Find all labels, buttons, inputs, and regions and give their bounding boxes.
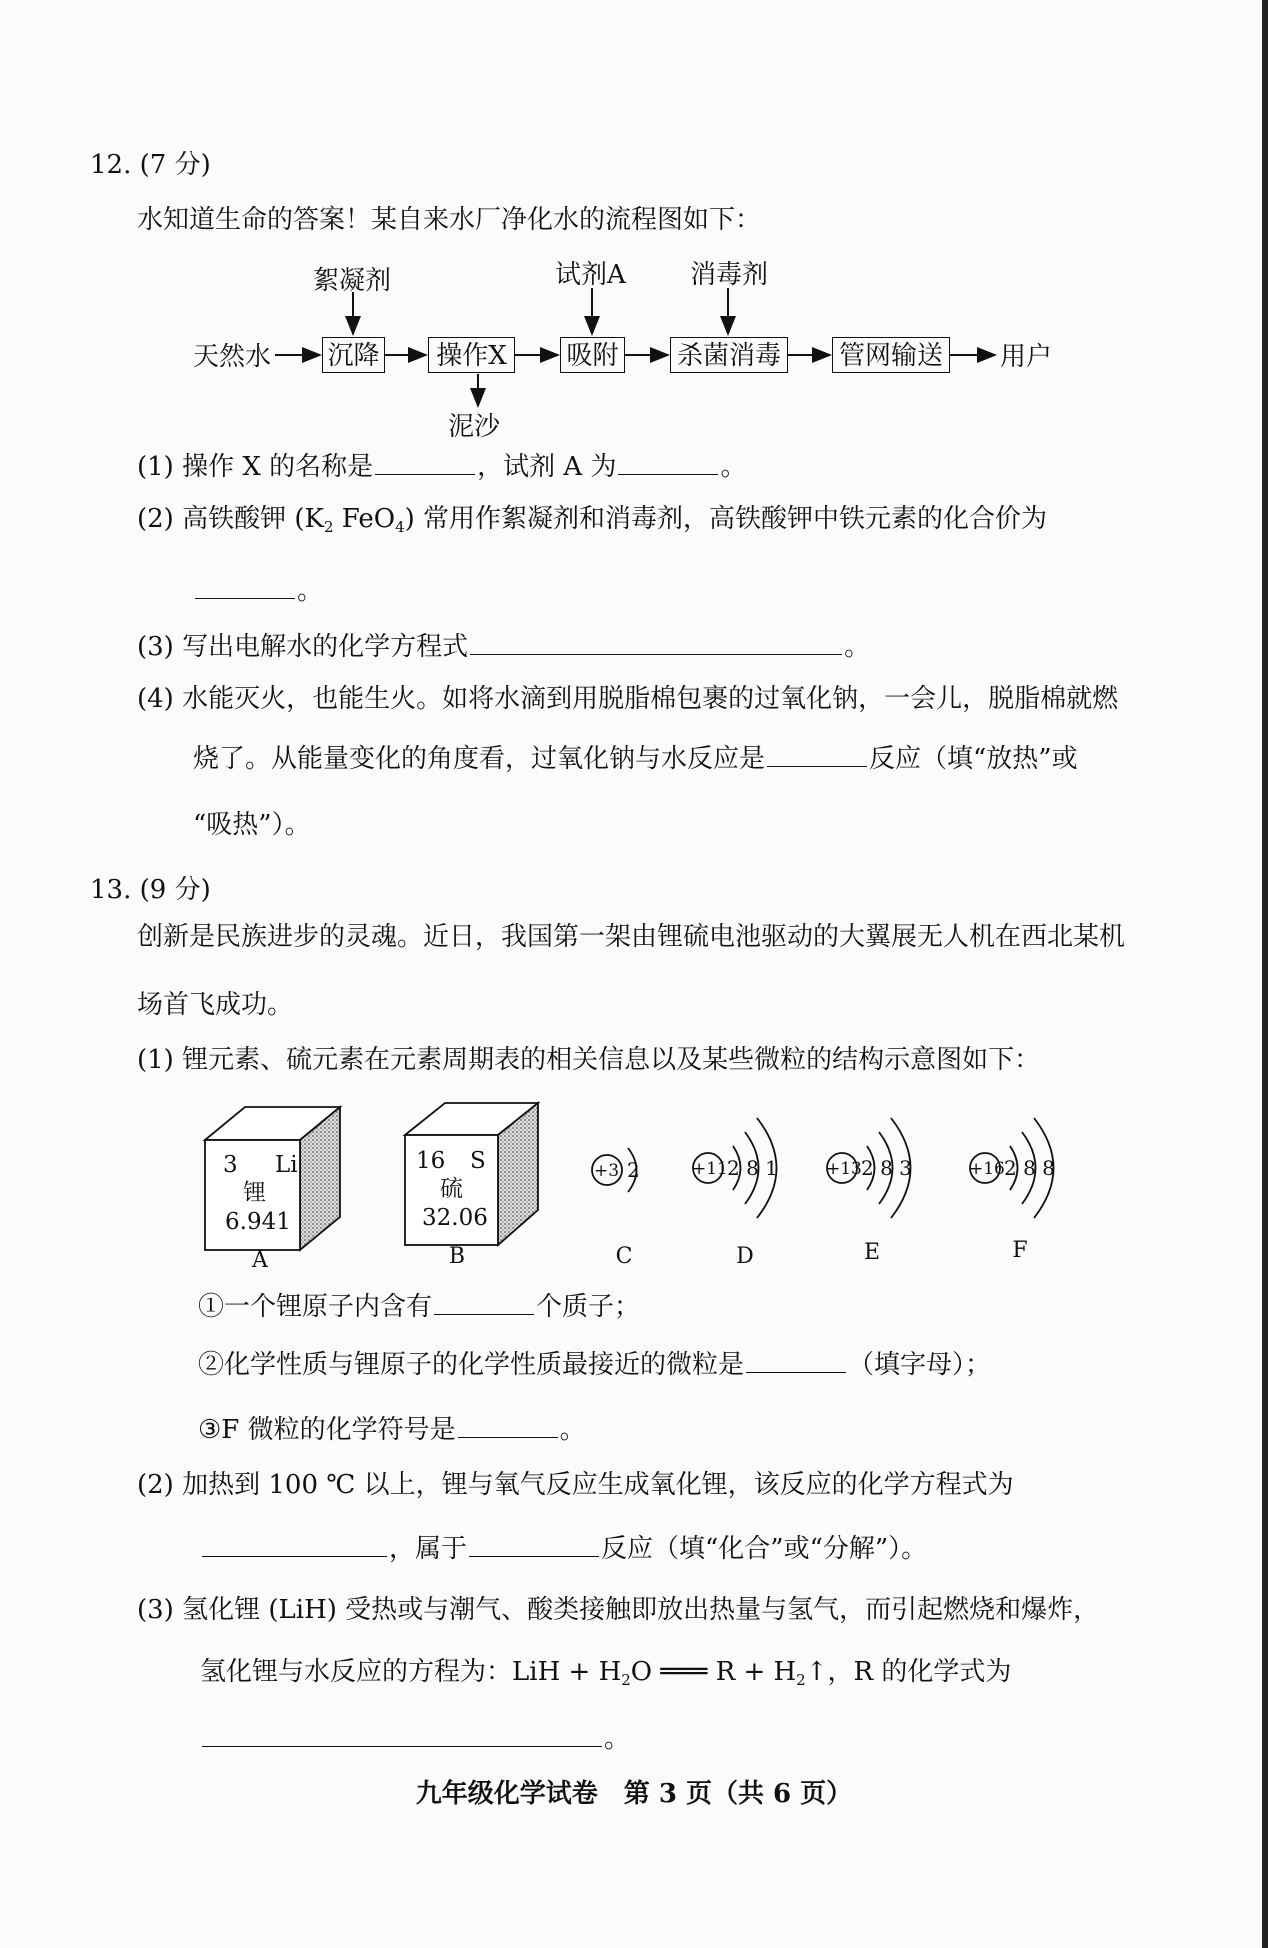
flow-step-disinfection: 杀菌消毒	[670, 337, 788, 373]
cell-s-number: 16	[416, 1148, 446, 1174]
q13-s1-text-b: 个质子；	[536, 1292, 641, 1322]
particle-f-label: F	[1012, 1238, 1028, 1263]
q12-p2-text-d: 。	[297, 576, 324, 606]
q13-s3-text-b: 。	[559, 1415, 586, 1445]
q12-p1-text-b: ，试剂 A 为	[477, 452, 617, 482]
particle-e-core: +13	[826, 1159, 862, 1179]
particle-f-shells: 2 8 8	[1004, 1156, 1055, 1180]
q12-p2-text-b: FeO	[333, 504, 396, 534]
q13-intro-line2: 场首飞成功。	[137, 990, 294, 1020]
q13-part2-line1: (2) 加热到 100 ℃ 以上，锂与氧气反应生成氧化锂，该反应的化学方程式为	[137, 1470, 1014, 1500]
particle-f-core: +16	[969, 1159, 1005, 1179]
q13-part3-answer-line	[200, 1722, 630, 1756]
flowchart-arrows	[0, 0, 1268, 460]
q13-p3-sub2: 2	[796, 1671, 806, 1689]
q12-p2-text-a: (2) 高铁酸钾 (K	[137, 504, 324, 534]
cell-li-label: A	[252, 1248, 268, 1273]
q12-p2-text-c: ) 常用作絮凝剂和消毒剂，高铁酸钾中铁元素的化合价为	[404, 504, 1048, 534]
q12-part3	[137, 630, 870, 664]
q12-p1-text-c: 。	[720, 452, 747, 482]
flow-input-flocculant: 絮凝剂	[313, 266, 392, 296]
cell-li-mass: 6.941	[225, 1209, 291, 1235]
cell-s-name: 硫	[440, 1176, 463, 1202]
q13-p3-sub1: 2	[621, 1671, 631, 1689]
q13-part3-line2	[200, 1655, 1011, 1689]
answer-blank-proton-count[interactable]	[434, 1290, 534, 1315]
cell-s-symbol: S	[470, 1148, 486, 1174]
flow-start-label: 天然水	[193, 342, 272, 372]
answer-blank-operation-x[interactable]	[375, 450, 475, 475]
q12-part2	[137, 502, 1047, 536]
particle-d-label: D	[736, 1244, 754, 1269]
flow-step-operation-x: 操作X	[428, 337, 515, 373]
answer-blank-reagent-a[interactable]	[618, 450, 718, 475]
q13-p3-text-a: 氢化锂与水反应的方程为：LiH + H	[200, 1657, 622, 1687]
cell-li-number: 3	[223, 1152, 238, 1178]
q13-sub1	[198, 1290, 640, 1324]
q12-part4-line2	[193, 742, 1078, 776]
q12-p4-text-a: 烧了。从能量变化的角度看，过氧化钠与水反应是	[193, 744, 766, 774]
q13-intro-line1: 创新是民族进步的灵魂。近日，我国第一架由锂硫电池驱动的大翼展无人机在西北某机	[137, 922, 1126, 952]
q13-s2-text-a: ②化学性质与锂原子的化学性质最接近的微粒是	[198, 1350, 745, 1380]
q12-p3-text-b: 。	[844, 632, 871, 662]
q12-intro: 水知道生命的答案！某自来水厂净化水的流程图如下：	[137, 205, 762, 235]
q13-p3-text-d: 。	[604, 1724, 631, 1754]
flow-end-label: 用户	[1000, 342, 1053, 372]
q12-p3-text-a: (3) 写出电解水的化学方程式	[137, 632, 469, 662]
cell-s-mass: 32.06	[422, 1205, 488, 1231]
page-footer: 九年级化学试卷 第 3 页（共 6 页）	[415, 1779, 853, 1809]
flow-input-reagent-a: 试剂A	[555, 260, 626, 290]
q13-part1-intro: (1) 锂元素、硫元素在元素周期表的相关信息以及某些微粒的结构示意图如下：	[137, 1045, 1041, 1075]
cell-li-name: 锂	[243, 1180, 266, 1206]
flow-step-sedimentation: 沉降	[322, 337, 385, 373]
particle-d-core: +11	[692, 1159, 728, 1179]
q13-part2-line2	[200, 1532, 927, 1566]
particle-c-label: C	[615, 1244, 633, 1269]
answer-blank-reaction-type[interactable]	[469, 1532, 599, 1557]
cell-li-symbol: Li	[275, 1152, 298, 1178]
answer-blank-f-symbol[interactable]	[458, 1413, 558, 1438]
answer-blank-r-formula[interactable]	[202, 1722, 602, 1747]
flow-step-pipeline: 管网输送	[832, 337, 950, 373]
particle-c-shells: 2	[627, 1158, 640, 1182]
q12-part4-line1: (4) 水能灭火，也能生火。如将水滴到用脱脂棉包裹的过氧化钠，一会儿，脱脂棉就燃	[137, 684, 1119, 714]
q12-part2-answer-line	[193, 574, 323, 608]
q12-part1	[137, 450, 746, 484]
q13-sub2	[198, 1348, 991, 1382]
q13-sub3	[198, 1413, 586, 1447]
flow-output-sand: 泥沙	[448, 412, 501, 442]
q12-number: 12. (7 分)	[90, 150, 211, 180]
q12-p4-text-b: 反应（填“放热”或	[869, 744, 1078, 774]
q12-p2-sub2: 4	[395, 518, 405, 536]
answer-blank-heat-type[interactable]	[767, 742, 867, 767]
q13-p2-text-b: 反应（填“化合”或“分解”）。	[601, 1534, 928, 1564]
flow-step-adsorption: 吸附	[560, 337, 625, 373]
q13-s3-text-a: ③F 微粒的化学符号是	[198, 1415, 456, 1445]
particle-e-label: E	[863, 1240, 881, 1265]
answer-blank-iron-valence[interactable]	[195, 574, 295, 599]
answer-blank-electrolysis-equation[interactable]	[470, 630, 842, 655]
q13-p3-text-b: O ═══ R + H	[630, 1657, 797, 1687]
q12-part4-line3: “吸热”）。	[193, 810, 311, 840]
answer-blank-similar-particle[interactable]	[746, 1348, 846, 1373]
q13-s1-text-a: ①一个锂原子内含有	[198, 1292, 433, 1322]
q13-number: 13. (9 分)	[90, 875, 211, 905]
q13-s2-text-b: （填字母）；	[848, 1350, 992, 1380]
particle-e-shells: 2 8 3	[861, 1156, 912, 1180]
answer-blank-lithium-oxide-equation[interactable]	[202, 1532, 387, 1557]
particle-c-core: +3	[594, 1161, 620, 1181]
q12-p1-text-a: (1) 操作 X 的名称是	[137, 452, 374, 482]
cell-s-label: B	[448, 1244, 466, 1269]
q13-part3-line1: (3) 氢化锂 (LiH) 受热或与潮气、酸类接触即放出热量与氢气，而引起燃烧和爆炸，	[137, 1595, 1100, 1625]
q12-p2-sub1: 2	[323, 518, 334, 536]
q13-p3-text-c: ↑，R 的化学式为	[805, 1657, 1012, 1687]
flow-input-disinfectant: 消毒剂	[690, 260, 769, 290]
q13-p2-text-a: ，属于	[389, 1534, 468, 1564]
particle-d-shells: 2 8 1	[727, 1156, 778, 1180]
